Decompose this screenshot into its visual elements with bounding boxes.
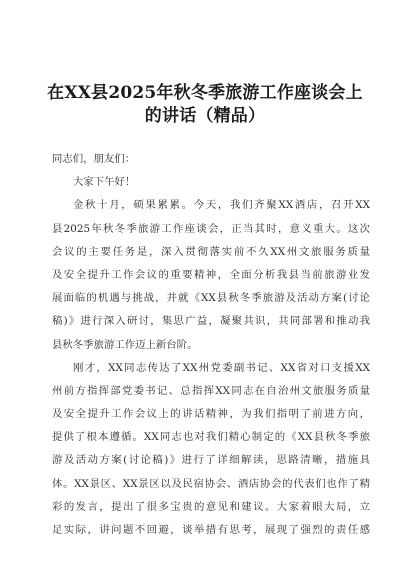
greeting: 大家下午好！ [73,176,136,189]
paragraph-line: 体。XX景区、XX景区以及民宿协会、酒店协会的代表们也作了精 [52,477,370,490]
title-line-1: 在XX县2025年秋冬季旅游工作座谈会上 [47,83,363,103]
paragraph-line: 游及活动方案(讨论稿)》进行了详细解读，思路清晰，措施具 [52,454,370,467]
paragraph-line: 会议的主要任务是，深入贯彻落实前不久XX州文旅服务质量 [52,245,370,258]
paragraph-line: 及安全提升工作会议上的讲话精神，为我们指明了前进方向， [52,408,370,421]
salutation: 同志们，朋友们： [52,153,136,165]
document-body [52,148,370,542]
paragraph-line: 提供了根本遵循。XX同志也对我们精心制定的《XX县秋冬季旅 [52,431,370,444]
paragraph-line: 县秋冬季旅游工作迈上新台阶。 [52,338,198,351]
paragraph-line: 稿)》进行深入研讨，集思广益，凝聚共识，共同部署和推动我 [52,315,370,328]
paragraph-line: 刚才，XX同志传达了XX州党委副书记、XX省对口支援XX [73,361,370,374]
paragraph-line: 及安全提升工作会议的重要精神，全面分析我县当前旅游业发 [52,268,370,281]
title-line-2: 的讲话（精品） [144,106,266,126]
paragraph-line: 县2025年秋冬季旅游工作座谈会，正当其时，意义重大。这次 [52,222,370,235]
document-title [40,82,370,128]
paragraph-line: 足实际，讲问题不回避，谈举措有思考，展现了强烈的责任感 [52,524,370,536]
paragraph-line: 彩的发言，提出了很多宝贵的意见和建议。大家着眼大局，立 [52,500,370,513]
paragraph-line: 金秋十月，硕果累累。今天，我们齐聚XX酒店，召开XX [73,199,370,212]
paragraph-line: 州前方指挥部党委书记、总指挥XX同志在自治州文旅服务质量 [52,384,370,397]
paragraph-line: 展面临的机遇与挑战，并就《XX县秋冬季旅游及活动方案(讨论 [52,292,370,305]
